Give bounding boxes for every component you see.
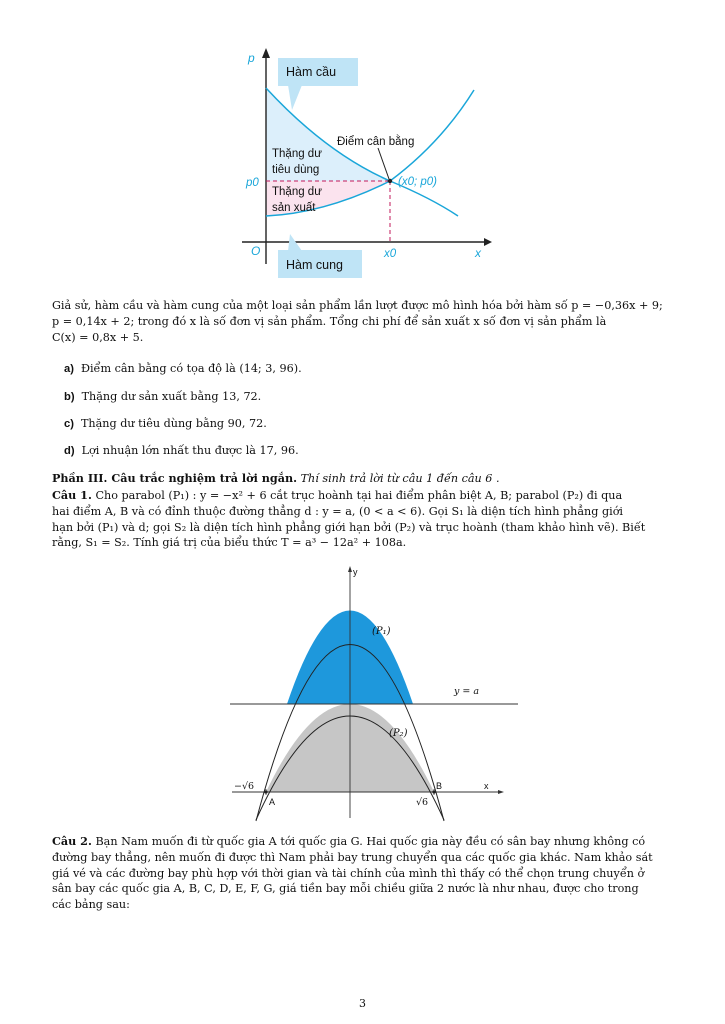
option-c-text: Thặng dư tiêu dùng bằng 90, 72. xyxy=(80,417,267,430)
option-b-label: b) xyxy=(64,391,75,403)
equilibrium-label: Điểm cân bằng xyxy=(337,136,415,148)
point-b-label: B xyxy=(436,781,443,791)
left-root-label: −√6 xyxy=(234,781,255,792)
x-axis-label: x xyxy=(484,781,489,791)
question-2-line-3: giá vé và các đường bay phù hợp với thời gian và tài chính của mình thì thấy có thể chọn trung chuyển ở xyxy=(52,866,645,880)
consumer-surplus-label-2: tiêu dùng xyxy=(272,164,320,176)
problem-intro xyxy=(52,298,672,345)
line-y-a-label: y = a xyxy=(454,686,480,697)
option-a-label: a) xyxy=(64,363,74,375)
question-2-line-1: Bạn Nam muốn đi từ quốc gia A tới quốc gia G. Hai quốc gia này đều có sân bay nhưng không có xyxy=(95,835,646,848)
option-a xyxy=(64,361,302,377)
option-b xyxy=(64,389,261,405)
p2-label: (P₂) xyxy=(389,728,408,739)
supply-demand-figure xyxy=(226,38,498,284)
question-2-line-2: đường bay thẳng, nên muốn đi được thì Nam phải bay trung chuyển qua các quốc gia khác. Nam khảo sát xyxy=(52,850,653,864)
part3-heading xyxy=(52,471,500,486)
y-axis-arrow xyxy=(348,566,352,572)
question-1 xyxy=(52,488,672,551)
parabola-figure xyxy=(226,562,522,824)
question-1-line-4: rằng, S₁ = S₂. Tính giá trị của biểu thức T = a³ − 12a² + 108a. xyxy=(52,536,407,550)
producer-surplus-label-2: sản xuất xyxy=(272,202,316,214)
option-a-text: Điểm cân bằng có tọa độ là (14; 3, 96). xyxy=(80,362,302,375)
question-2-label: Câu 2. xyxy=(52,834,92,848)
problem-intro-line-1: Giả sử, hàm cầu và hàm cung của một loại sản phẩm lần lượt được mô hình hóa bởi hàm số p = −0,36x + 9; xyxy=(52,299,663,312)
producer-surplus-label-1: Thặng dư xyxy=(272,186,322,198)
question-1-label: Câu 1. xyxy=(52,488,92,502)
question-1-line-2: hai điểm A, B và có đỉnh thuộc đường thẳng d : y = a, (0 < a < 6). Gọi S₁ là diện tích hình phẳng giới xyxy=(52,504,624,518)
p-axis-arrow xyxy=(262,48,270,58)
point-a-label: A xyxy=(269,797,276,807)
supply-label: Hàm cung xyxy=(286,258,343,272)
right-root-label: √6 xyxy=(416,797,429,808)
equilibrium-coordinates: (x0; p0) xyxy=(398,176,437,188)
part3-instruction: Thí sinh trả lời từ câu 1 đến câu 6 . xyxy=(300,472,500,485)
option-d-label: d) xyxy=(64,445,75,457)
p0-label: p0 xyxy=(246,177,259,189)
p1-label: (P₁) xyxy=(372,626,391,637)
problem-intro-line-3: C(x) = 0,8x + 5. xyxy=(52,330,144,344)
problem-intro-line-2: p = 0,14x + 2; trong đó x là số đơn vị sản phẩm. Tổng chi phí để sản xuất x số đơn vị sản phẩm là xyxy=(52,314,607,328)
option-d-text: Lợi nhuận lớn nhất thu được là 17, 96. xyxy=(81,444,299,457)
question-1-line-1: Cho parabol (P₁) : y = −x² + 6 cắt trục hoành tại hai điểm phân biệt A, B; parabol (P₂) đi qua xyxy=(95,489,623,502)
option-c xyxy=(64,416,267,432)
y-axis-label: y xyxy=(353,567,358,577)
consumer-surplus-label-1: Thặng dư xyxy=(272,148,322,160)
x0-label: x0 xyxy=(384,248,397,260)
page-number: 3 xyxy=(359,997,366,1010)
x-axis-arrow xyxy=(484,238,492,246)
part3-title: Phần III. Câu trắc nghiệm trả lời ngắn. xyxy=(52,471,297,485)
question-2-line-4: sân bay các quốc gia A, B, C, D, E, F, G, giá tiền bay mỗi chiều giữa 2 nước là như nhau, được cho trong xyxy=(52,882,639,896)
question-1-line-3: hạn bởi (P₁) và d; gọi S₂ là diện tích hình phẳng giới hạn bởi (P₂) và trục hoành (tham khảo hình vẽ). Biết xyxy=(52,520,646,534)
demand-label: Hàm cầu xyxy=(286,65,337,79)
demand-label-pointer xyxy=(288,85,302,110)
option-b-text: Thặng dư sản xuất bằng 13, 72. xyxy=(81,390,262,403)
option-c-label: c) xyxy=(64,418,74,430)
question-2 xyxy=(52,834,672,913)
x-axis-arrow xyxy=(498,790,504,794)
p-axis-label: p xyxy=(248,51,255,65)
equilibrium-point xyxy=(388,179,392,183)
origin-label: O xyxy=(251,244,261,258)
option-d xyxy=(64,443,299,459)
question-2-line-5: các bảng sau: xyxy=(52,898,130,912)
x-axis-label: x xyxy=(475,246,481,260)
point-a-dot xyxy=(264,790,267,793)
equilibrium-pointer xyxy=(378,148,389,179)
